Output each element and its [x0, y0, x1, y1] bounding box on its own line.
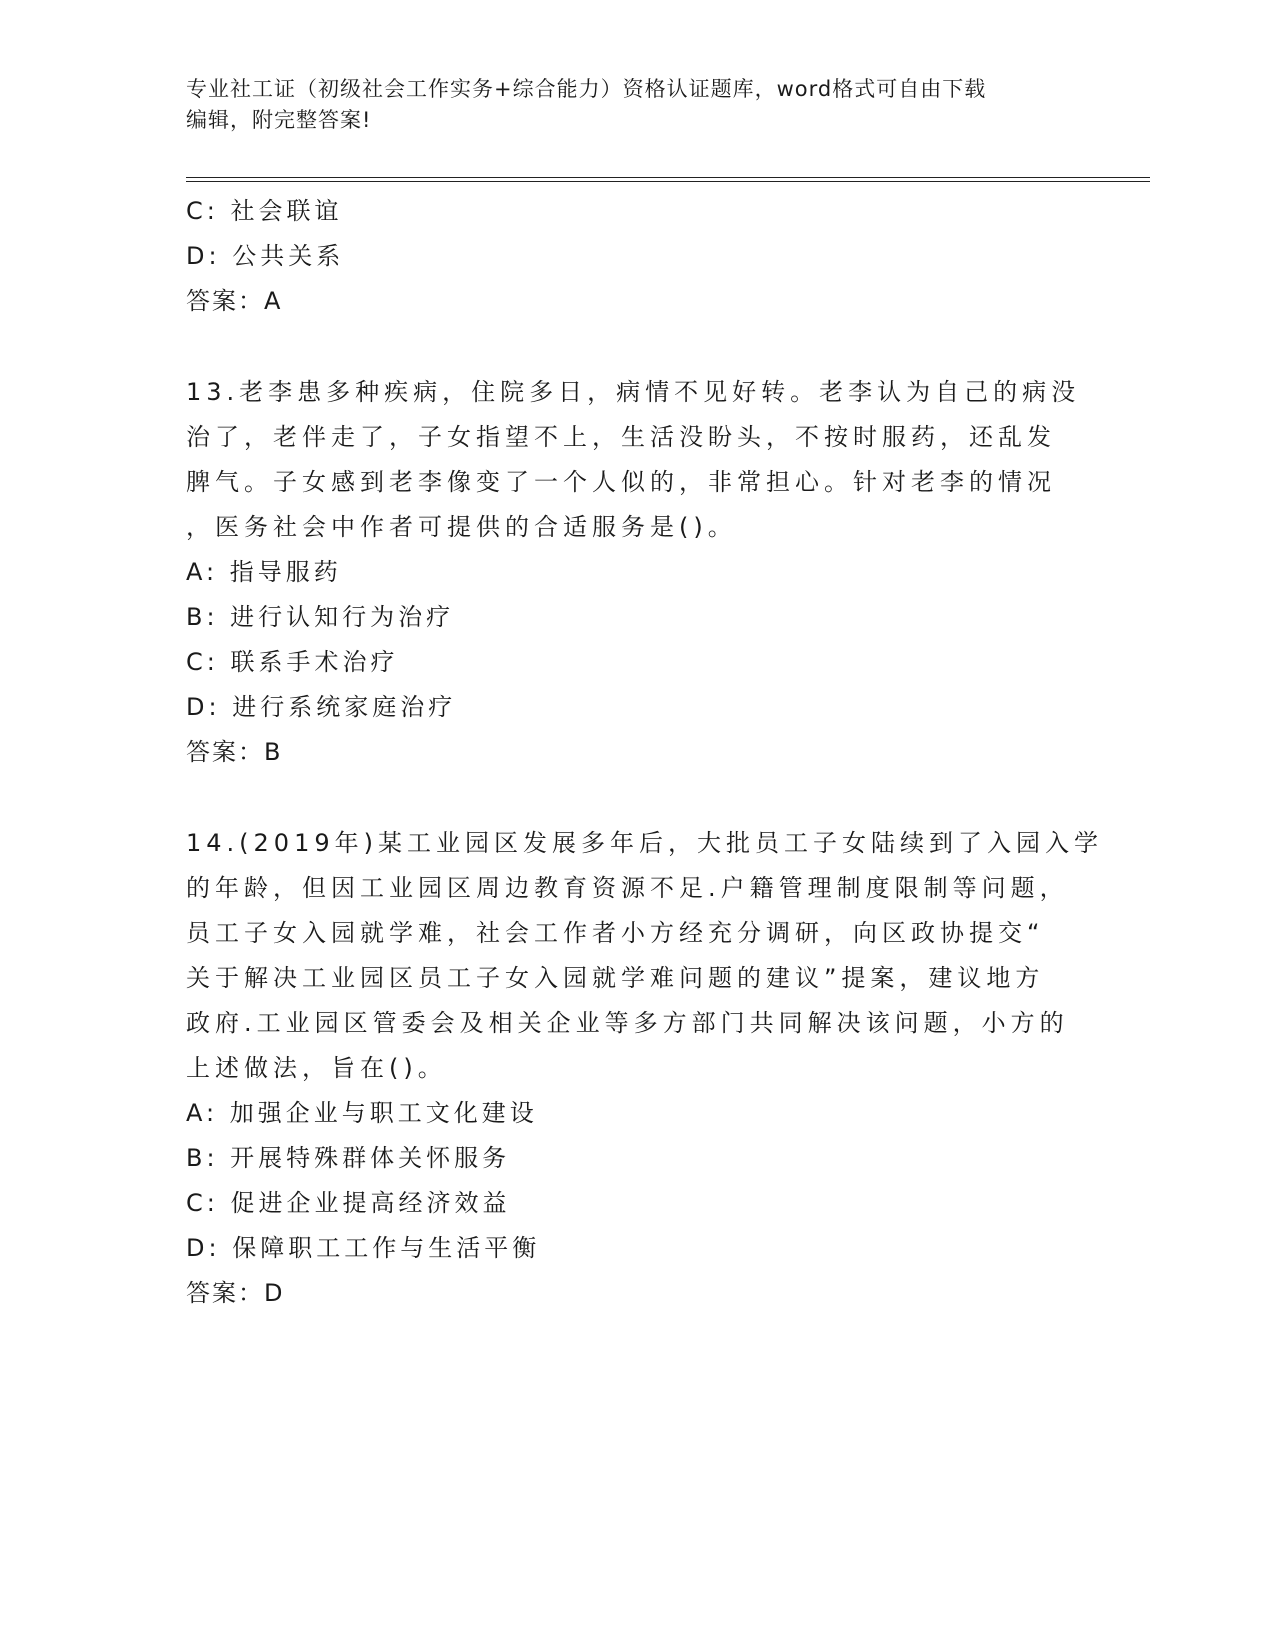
stem-line: 治了，老伴走了，子女指望不上，生活没盼头，不按时服药，还乱发: [186, 423, 1056, 451]
stem-line: 员工子女入园就学难，社会工作者小方经充分调研，向区政协提交“: [186, 919, 1045, 947]
header-divider: [186, 177, 1150, 182]
stem-line: 政府.工业园区管委会及相关企业等多方部门共同解决该问题，小方的: [186, 1009, 1069, 1037]
stem-line: 的年龄，但因工业园区周边教育资源不足.户籍管理制度限制等问题，: [186, 874, 1069, 902]
option-d: D: 进行系统家庭治疗: [186, 693, 457, 721]
question-13: [186, 370, 1086, 775]
option-d: D: 公共关系: [186, 242, 345, 270]
question-14: [186, 821, 1103, 1316]
page-header: [186, 74, 1086, 136]
stem-line: 13.老李患多种疾病，住院多日，病情不见好转。老李认为自己的病没: [186, 378, 1081, 406]
header-title-line-2: 编辑，附完整答案!: [186, 108, 372, 132]
stem-line: 关于解决工业园区员工子女入园就学难问题的建议”提案，建议地方: [186, 964, 1045, 992]
option-b: B: 进行认知行为治疗: [186, 603, 455, 631]
stem-line: 上述做法，旨在()。: [186, 1054, 447, 1082]
option-c: C: 促进企业提高经济效益: [186, 1189, 511, 1217]
spacer: [186, 324, 1086, 370]
option-d: D: 保障职工工作与生活平衡: [186, 1234, 541, 1262]
spacer: [186, 775, 1086, 821]
question-stem: [186, 821, 1103, 1091]
question-stem: [186, 370, 1086, 550]
option-a: A: 指导服药: [186, 558, 342, 586]
continued-question: [186, 189, 1086, 324]
option-b: B: 开展特殊群体关怀服务: [186, 1144, 511, 1172]
option-c: C: 社会联谊: [186, 197, 343, 225]
answer-line: 答案：B: [186, 738, 283, 766]
question-content: [186, 189, 1103, 1316]
option-c: C: 联系手术治疗: [186, 648, 399, 676]
stem-line: 14.(2019年)某工业园区发展多年后，大批员工子女陆续到了入园入学: [186, 829, 1103, 857]
answer-line: 答案：A: [186, 287, 283, 315]
option-a: A: 加强企业与职工文化建设: [186, 1099, 538, 1127]
stem-line: ，医务社会中作者可提供的合适服务是()。: [186, 513, 737, 541]
stem-line: 脾气。子女感到老李像变了一个人似的，非常担心。针对老李的情况: [186, 468, 1056, 496]
answer-line: 答案：D: [186, 1279, 285, 1307]
header-title-line-1: 专业社工证（初级社会工作实务+综合能力）资格认证题库，word格式可自由下载: [186, 77, 987, 101]
